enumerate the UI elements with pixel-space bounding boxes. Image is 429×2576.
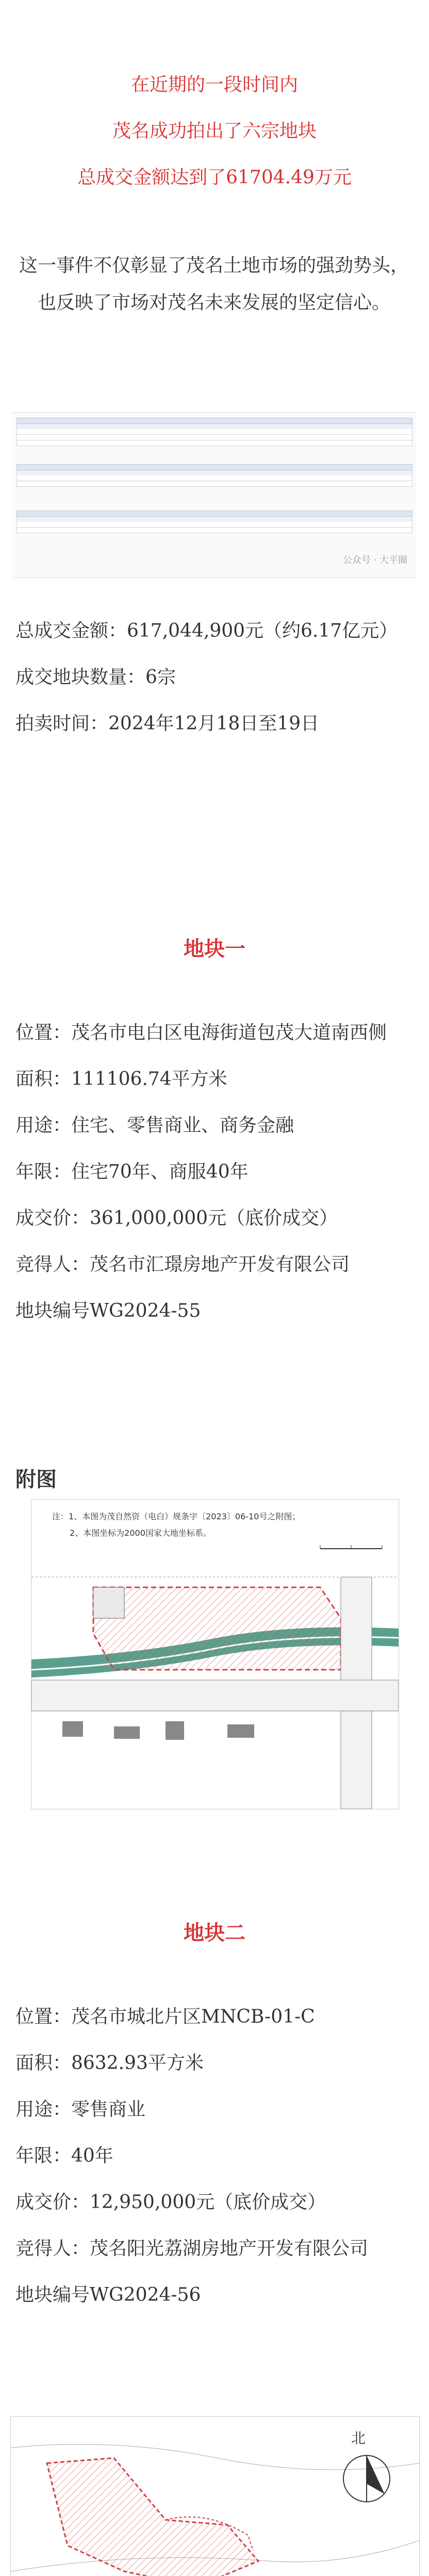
plot1-map-drawing (31, 1500, 399, 1809)
plot1-use: 用途：住宅、零售商业、商务金融 (15, 1115, 294, 1136)
auction-results-table-image (12, 412, 417, 578)
watermark-text: 公众号 · 大平圈 (342, 555, 407, 566)
intro-block (0, 62, 429, 201)
plot1-winner: 竞得人：茂名市汇璟房地产开发有限公司 (15, 1254, 350, 1275)
plot1-code: 地块编号WG2024-55 (15, 1300, 201, 1321)
plot2-area: 面积：8632.93平方米 (15, 2053, 204, 2074)
summary-total: 总成交金额：617,044,900元（约6.17亿元） (15, 620, 398, 641)
north-label: 北 (351, 2430, 366, 2447)
summary-count: 成交地块数量：6宗 (15, 667, 176, 688)
map1-note-2: 2、本图坐标为2000国家大地坐标系。 (70, 1528, 211, 1538)
north-arrow (343, 2455, 390, 2502)
plot1-title: 地块一 (184, 937, 245, 961)
plot1-info (15, 1010, 412, 1334)
plot2-price: 成交价：12,950,000元（底价成交） (15, 2192, 326, 2213)
plot2-map-image (10, 2416, 420, 2576)
plot1-map-image (31, 1499, 399, 1809)
intro-line-3: 总成交金额达到了61704.49万元 (77, 167, 352, 188)
plot2-code: 地块编号WG2024-56 (15, 2284, 201, 2306)
plot1-location: 位置：茂名市电白区电海街道包茂大道南西侧 (15, 1022, 387, 1043)
plot2-term: 年限：40年 (15, 2145, 113, 2166)
summary-time: 拍卖时间：2024年12月18日至19日 (15, 713, 320, 734)
map1-note-1: 注：1、本图为茂自然资（电白）规条字〔2023〕06-10号之附图； (52, 1512, 301, 1521)
plot2-boundary (47, 2458, 258, 2576)
table-group-2 (16, 464, 412, 487)
plot1-area: 面积：111106.74平方米 (15, 1069, 227, 1090)
intro-line-1: 在近期的一段时间内 (130, 74, 298, 95)
plot-boundary (93, 1587, 341, 1670)
plot2-info (15, 1994, 412, 2318)
intro-line-2: 茂名成功拍出了六宗地块 (112, 121, 317, 142)
plot2-location: 位置：茂名市城北片区MNCB-01-C (15, 2006, 315, 2027)
table-group-3 (16, 511, 412, 533)
plot2-title: 地块二 (184, 1921, 245, 1945)
scale-bar (320, 1545, 382, 1549)
plot1-price: 成交价：361,000,000元（底价成交） (15, 1208, 338, 1229)
plot1-term: 年限：住宅70年、商服40年 (15, 1161, 249, 1182)
plot2-use: 用途：零售商业 (15, 2099, 146, 2120)
table-group-1 (16, 418, 412, 446)
statement-paragraph: 这一事件不仅彰显了茂名土地市场的强劲势头，也反映了市场对茂名未来发展的坚定信心。 (19, 255, 409, 313)
summary-block (15, 608, 412, 747)
plot2-winner: 竞得人：茂名阳光荔湖房地产开发有限公司 (15, 2238, 369, 2259)
attachment-label: 附图 (15, 1467, 57, 1492)
